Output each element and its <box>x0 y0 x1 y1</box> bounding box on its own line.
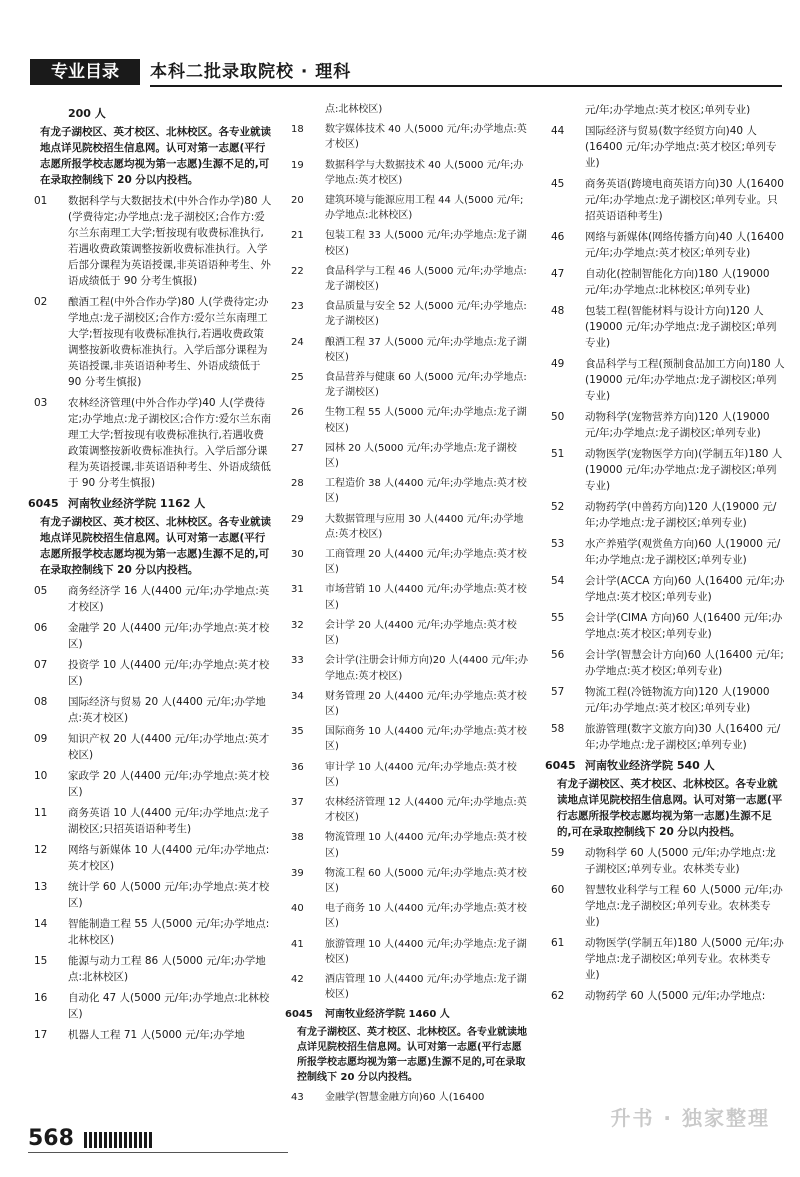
program-text: 自动化 47 人(5000 元/年;办学地点:北林校区) <box>68 992 270 1020</box>
program-item <box>28 657 273 689</box>
program-item <box>545 446 785 494</box>
continued-text: 元/年;办学地点:英才校区;单列专业) <box>585 104 751 116</box>
program-code: 01 <box>34 195 48 207</box>
program-text: 建筑环境与能源应用工程 44 人(5000 元/年;办学地点:北林校区) <box>325 195 524 222</box>
program-item <box>28 768 273 800</box>
program-code: 23 <box>291 301 304 313</box>
program-text: 酒店管理 10 人(4400 元/年;办学地点:龙子湖校区) <box>325 973 527 1001</box>
program-text: 生物工程 55 人(5000 元/年;办学地点:龙子湖校区) <box>325 407 527 434</box>
program-item <box>28 731 273 763</box>
school-heading <box>285 1007 530 1022</box>
column-2 <box>285 102 530 1111</box>
program-item <box>285 653 530 683</box>
program-item <box>285 264 530 294</box>
program-item <box>285 1090 530 1105</box>
program-text: 酿酒工程 37 人(5000 元/年;办学地点:龙子湖校区) <box>325 336 527 363</box>
program-text: 机器人工程 71 人(5000 元/年;办学地 <box>68 1029 245 1041</box>
program-code: 57 <box>551 686 565 698</box>
program-item <box>545 176 785 224</box>
program-item <box>545 845 785 877</box>
program-code: 20 <box>291 195 304 207</box>
program-item <box>285 370 530 400</box>
program-text: 旅游管理(数字文旅方向)30 人(16400 元/年;办学地点:龙子湖校区;单列专业) <box>585 723 781 751</box>
program-code: 10 <box>34 770 48 782</box>
program-item <box>545 123 785 171</box>
program-item <box>28 1027 273 1043</box>
program-item <box>28 916 273 948</box>
program-text: 知识产权 20 人(4400 元/年;办学地点:英才校区) <box>68 733 270 761</box>
program-item <box>28 694 273 726</box>
section-tag: 专业目录 <box>30 59 140 85</box>
program-text: 数据科学与大数据技术 40 人(5000 元/年;办学地点:英才校区) <box>325 159 524 186</box>
program-text: 网络与新媒体 10 人(4400 元/年;办学地点:英才校区) <box>68 844 270 872</box>
program-code: 62 <box>551 990 565 1002</box>
program-text: 市场营销 10 人(4400 元/年;办学地点:英才校区) <box>325 584 527 611</box>
program-text: 金融学(智慧金融方向)60 人(16400 <box>325 1092 485 1104</box>
program-text: 会计学(ACCA 方向)60 人(16400 元/年;办学地点:英才校区;单列专业) <box>585 575 785 603</box>
program-text: 物流工程(冷链物流方向)120 人(19000 元/年;办学地点:英才校区;单列专业) <box>585 686 770 714</box>
program-item <box>285 299 530 329</box>
program-text: 物流工程 60 人(5000 元/年;办学地点:英才校区) <box>325 867 527 894</box>
program-text: 物流管理 10 人(4400 元/年;办学地点:英才校区) <box>325 832 527 859</box>
program-text: 农林经济管理(中外合作办学)40 人(学费待定;办学地点:龙子湖校区;合作方:爱尔兰东南理工大学;暂按现有收费标准执行,若遇收费政策调整按新收费标准执行。入学后部分课程为英语授课,非英语语种考生、外语成绩低于 90 分考生慎报) <box>68 397 272 489</box>
lead-count: 200 人 <box>68 107 106 120</box>
program-item <box>545 409 785 441</box>
program-item <box>28 805 273 837</box>
section-title: 本科二批录取院校 · 理科 <box>150 62 352 82</box>
program-item <box>285 618 530 648</box>
program-code: 41 <box>291 938 304 950</box>
decorative-bar <box>84 1132 154 1148</box>
program-item <box>545 229 785 261</box>
program-item <box>545 610 785 642</box>
program-text: 水产养殖学(观赏鱼方向)60 人(19000 元/年;办学地点:龙子湖校区;单列专业) <box>585 538 781 566</box>
program-item <box>28 842 273 874</box>
program-text: 动物科学(宠物营养方向)120 人(19000 元/年;办学地点:龙子湖校区;单列专业) <box>585 411 770 439</box>
program-code: 24 <box>291 336 304 348</box>
program-text: 工程造价 38 人(4400 元/年;办学地点:英才校区) <box>325 478 527 505</box>
program-text: 网络与新媒体(网络传播方向)40 人(16400 元/年;办学地点:英才校区;单列专业) <box>585 231 784 259</box>
program-code: 26 <box>291 407 304 419</box>
program-item <box>545 647 785 679</box>
program-text: 电子商务 10 人(4400 元/年;办学地点:英才校区) <box>325 903 527 930</box>
program-text: 食品营养与健康 60 人(5000 元/年;办学地点:龙子湖校区) <box>325 372 527 399</box>
program-text: 动物药学 60 人(5000 元/年;办学地点: <box>585 990 766 1002</box>
program-text: 会计学(注册会计师方向)20 人(4400 元/年;办学地点:英才校区) <box>325 655 528 682</box>
program-item <box>28 953 273 985</box>
program-code: 37 <box>291 796 304 808</box>
program-text: 会计学 20 人(4400 元/年;办学地点:英才校区) <box>325 619 517 647</box>
program-code: 21 <box>291 230 304 242</box>
program-text: 包装工程 33 人(5000 元/年;办学地点:龙子湖校区) <box>325 230 527 257</box>
school-heading <box>28 496 273 512</box>
program-text: 自动化(控制智能化方向)180 人(19000 元/年;办学地点:北林校区;单列专业) <box>585 268 770 296</box>
program-code: 44 <box>551 125 565 137</box>
program-code: 52 <box>551 501 565 513</box>
program-text: 商务英语 10 人(4400 元/年;办学地点:龙子湖校区;只招英语语种考生) <box>68 807 270 835</box>
program-item <box>285 760 530 790</box>
continued-text: 点:北林校区) <box>325 104 383 115</box>
program-item <box>285 228 530 258</box>
header-rule <box>150 85 782 87</box>
school-note: 有龙子湖校区、英才校区、北林校区。各专业就读地点详见院校招生信息网。认可对第一志愿(平行志愿所报学校志愿均视为第一志愿)生源不足的,可在录取控制线下 20 分以内投档。 <box>40 126 271 186</box>
program-item <box>285 866 530 896</box>
program-item <box>285 193 530 223</box>
program-text: 包装工程(智能材料与设计方向)120 人(19000 元/年;办学地点:龙子湖校区;单列专业) <box>585 305 777 349</box>
program-item <box>28 620 273 652</box>
program-code: 43 <box>291 1092 304 1104</box>
program-text: 园林 20 人(5000 元/年;办学地点:龙子湖校区) <box>325 442 517 470</box>
program-item <box>285 972 530 1002</box>
school-name: 河南牧业经济学院 1162 人 <box>68 497 206 510</box>
program-text: 酿酒工程(中外合作办学)80 人(学费待定;办学地点:龙子湖校区;合作方:爱尔兰东南理工大学;暂按现有收费标准执行,若遇收费政策调整按新收费标准执行。入学后部分课程为英语授课,非英语语种考生、外语成绩低于 90 分考生慎报) <box>68 296 269 388</box>
program-text: 统计学 60 人(5000 元/年;办学地点:英才校区) <box>68 881 270 909</box>
program-text: 会计学(CIMA 方向)60 人(16400 元/年;办学地点:英才校区;单列专业) <box>585 612 783 640</box>
program-text: 商务英语(跨境电商英语方向)30 人(16400 元/年;办学地点:龙子湖校区;单列专业。只招英语语种考生) <box>585 178 784 222</box>
page-number: 568 <box>28 1126 74 1151</box>
program-code: 33 <box>291 655 304 667</box>
program-code: 28 <box>291 478 304 490</box>
program-text: 国际经济与贸易(数字经贸方向)40 人(16400 元/年;办学地点:英才校区;单列专业) <box>585 125 777 169</box>
school-note: 有龙子湖校区、英才校区、北林校区。各专业就读地点详见院校招生信息网。认可对第一志愿(平行志愿所报学校志愿均视为第一志愿)生源不足的,可在录取控制线下 20 分以内投档。 <box>557 778 783 838</box>
program-code: 02 <box>34 296 48 308</box>
program-code: 17 <box>34 1029 48 1041</box>
program-text: 食品质量与安全 52 人(5000 元/年;办学地点:龙子湖校区) <box>325 301 527 328</box>
program-code: 22 <box>291 265 304 277</box>
school-note: 有龙子湖校区、英才校区、北林校区。各专业就读地点详见院校招生信息网。认可对第一志愿(平行志愿所报学校志愿均视为第一志愿)生源不足的,可在录取控制线下 20 分以内投档。 <box>40 516 271 576</box>
program-code: 16 <box>34 992 48 1004</box>
program-text: 食品科学与工程 46 人(5000 元/年;办学地点:龙子湖校区) <box>325 265 527 293</box>
school-note: 有龙子湖校区、英才校区、北林校区。各专业就读地点详见院校招生信息网。认可对第一志愿(平行志愿所报学校志愿均视为第一志愿)生源不足的,可在录取控制线下 20 分以内投档。 <box>297 1026 527 1084</box>
program-code: 39 <box>291 867 304 879</box>
program-code: 35 <box>291 726 304 738</box>
program-code: 03 <box>34 397 48 409</box>
program-text: 数字媒体技术 40 人(5000 元/年;办学地点:英才校区) <box>325 124 527 151</box>
program-item <box>545 721 785 753</box>
program-item <box>28 583 273 615</box>
program-code: 56 <box>551 649 565 661</box>
program-item <box>545 356 785 404</box>
program-item <box>285 724 530 754</box>
program-text: 会计学(智慧会计方向)60 人(16400 元/年;办学地点:英才校区;单列专业) <box>585 649 784 677</box>
program-code: 14 <box>34 918 48 930</box>
program-code: 49 <box>551 358 565 370</box>
program-code: 51 <box>551 448 565 460</box>
program-item <box>285 830 530 860</box>
school-heading <box>545 758 785 774</box>
program-text: 旅游管理 10 人(4400 元/年;办学地点:龙子湖校区) <box>325 938 527 965</box>
program-text: 食品科学与工程(预制食品加工方向)180 人(19000 元/年;办学地点:龙子湖校区;单列专业) <box>585 358 785 402</box>
program-item <box>285 158 530 188</box>
program-item <box>545 882 785 930</box>
program-text: 动物医学(宠物医学方向)(学制五年)180 人(19000 元/年;办学地点:龙子湖校区;单列专业) <box>585 448 783 492</box>
program-text: 财务管理 20 人(4400 元/年;办学地点:英才校区) <box>325 690 527 717</box>
program-text: 家政学 20 人(4400 元/年;办学地点:英才校区) <box>68 770 270 798</box>
program-item <box>285 901 530 931</box>
program-item <box>285 795 530 825</box>
program-text: 大数据管理与应用 30 人(4400 元/年;办学地点:英才校区) <box>325 513 524 540</box>
program-code: 05 <box>34 585 48 597</box>
program-item <box>545 499 785 531</box>
school-code: 6045 <box>285 1009 313 1021</box>
program-code: 12 <box>34 844 48 856</box>
program-code: 50 <box>551 411 565 423</box>
program-text: 投资学 10 人(4400 元/年;办学地点:英才校区) <box>68 659 270 687</box>
program-item <box>285 937 530 967</box>
program-code: 48 <box>551 305 565 317</box>
program-item <box>28 294 273 390</box>
program-item <box>285 441 530 471</box>
program-item <box>285 512 530 542</box>
program-code: 13 <box>34 881 48 893</box>
school-name: 河南牧业经济学院 540 人 <box>585 759 715 772</box>
program-item <box>285 547 530 577</box>
column-1 <box>28 102 273 1048</box>
program-text: 国际经济与贸易 20 人(4400 元/年;办学地点:英才校区) <box>68 696 266 724</box>
program-code: 46 <box>551 231 565 243</box>
program-text: 商务经济学 16 人(4400 元/年;办学地点:英才校区) <box>68 585 270 613</box>
program-text: 能源与动力工程 86 人(5000 元/年;办学地点:北林校区) <box>68 955 266 983</box>
program-code: 25 <box>291 372 304 384</box>
program-code: 19 <box>291 159 304 171</box>
program-code: 53 <box>551 538 565 550</box>
program-item <box>545 935 785 983</box>
program-code: 60 <box>551 884 565 896</box>
program-text: 动物医学(学制五年)180 人(5000 元/年;办学地点:龙子湖校区;单列专业。农林类专业) <box>585 937 784 981</box>
program-code: 38 <box>291 832 304 844</box>
program-code: 27 <box>291 442 304 454</box>
program-code: 58 <box>551 723 565 735</box>
program-code: 40 <box>291 903 304 915</box>
program-item <box>285 476 530 506</box>
program-code: 31 <box>291 584 304 596</box>
program-code: 45 <box>551 178 565 190</box>
program-item <box>285 335 530 365</box>
program-text: 农林经济管理 12 人(4400 元/年;办学地点:英才校区) <box>325 796 527 824</box>
program-code: 06 <box>34 622 48 634</box>
program-text: 金融学 20 人(4400 元/年;办学地点:英才校区) <box>68 622 270 650</box>
program-code: 18 <box>291 124 304 136</box>
program-code: 47 <box>551 268 565 280</box>
program-item <box>545 988 785 1004</box>
program-text: 国际商务 10 人(4400 元/年;办学地点:英才校区) <box>325 726 527 753</box>
program-code: 29 <box>291 513 304 525</box>
page-header <box>22 56 782 86</box>
school-code: 6045 <box>545 759 576 772</box>
program-item <box>545 266 785 298</box>
program-text: 数据科学与大数据技术(中外合作办学)80 人(学费待定;办学地点:龙子湖校区;合作方:爱尔兰东南理工大学;暂按现有收费标准执行,若遇收费政策调整按新收费标准执行。入学后部分课程为英语授课,非英语语种考生、外语成绩低于 90 分考生慎报) <box>68 195 272 287</box>
program-code: 07 <box>34 659 48 671</box>
program-item <box>285 582 530 612</box>
program-code: 59 <box>551 847 565 859</box>
program-text: 审计学 10 人(4400 元/年;办学地点:英才校区) <box>325 761 517 788</box>
program-item <box>28 395 273 491</box>
program-item <box>28 193 273 289</box>
program-text: 工商管理 20 人(4400 元/年;办学地点:英才校区) <box>325 549 527 576</box>
program-text: 智慧牧业科学与工程 60 人(5000 元/年;办学地点:龙子湖校区;单列专业。农林类专业) <box>585 884 783 928</box>
program-code: 42 <box>291 973 304 985</box>
school-code: 6045 <box>28 497 59 510</box>
program-text: 动物药学(中兽药方向)120 人(19000 元/年;办学地点:龙子湖校区;单列专业) <box>585 501 777 529</box>
program-code: 55 <box>551 612 565 624</box>
program-code: 08 <box>34 696 48 708</box>
program-item <box>285 122 530 152</box>
program-item <box>545 573 785 605</box>
program-item <box>545 303 785 351</box>
program-item <box>545 536 785 568</box>
program-item <box>285 689 530 719</box>
school-name: 河南牧业经济学院 1460 人 <box>325 1009 450 1021</box>
program-code: 34 <box>291 690 304 702</box>
program-code: 36 <box>291 761 304 773</box>
program-code: 15 <box>34 955 48 967</box>
program-code: 32 <box>291 619 304 631</box>
program-code: 30 <box>291 549 304 561</box>
program-text: 智能制造工程 55 人(5000 元/年;办学地点:北林校区) <box>68 918 270 946</box>
watermark: 升书 · 独家整理 <box>610 1106 770 1130</box>
footer-rule <box>28 1152 288 1153</box>
program-item <box>28 879 273 911</box>
program-item <box>285 405 530 435</box>
program-item <box>545 684 785 716</box>
program-text: 动物科学 60 人(5000 元/年;办学地点:龙子湖校区;单列专业。农林类专业) <box>585 847 776 875</box>
program-code: 09 <box>34 733 48 745</box>
column-3 <box>545 102 785 1009</box>
program-item <box>28 990 273 1022</box>
program-code: 54 <box>551 575 565 587</box>
program-code: 61 <box>551 937 565 949</box>
program-code: 11 <box>34 807 48 819</box>
